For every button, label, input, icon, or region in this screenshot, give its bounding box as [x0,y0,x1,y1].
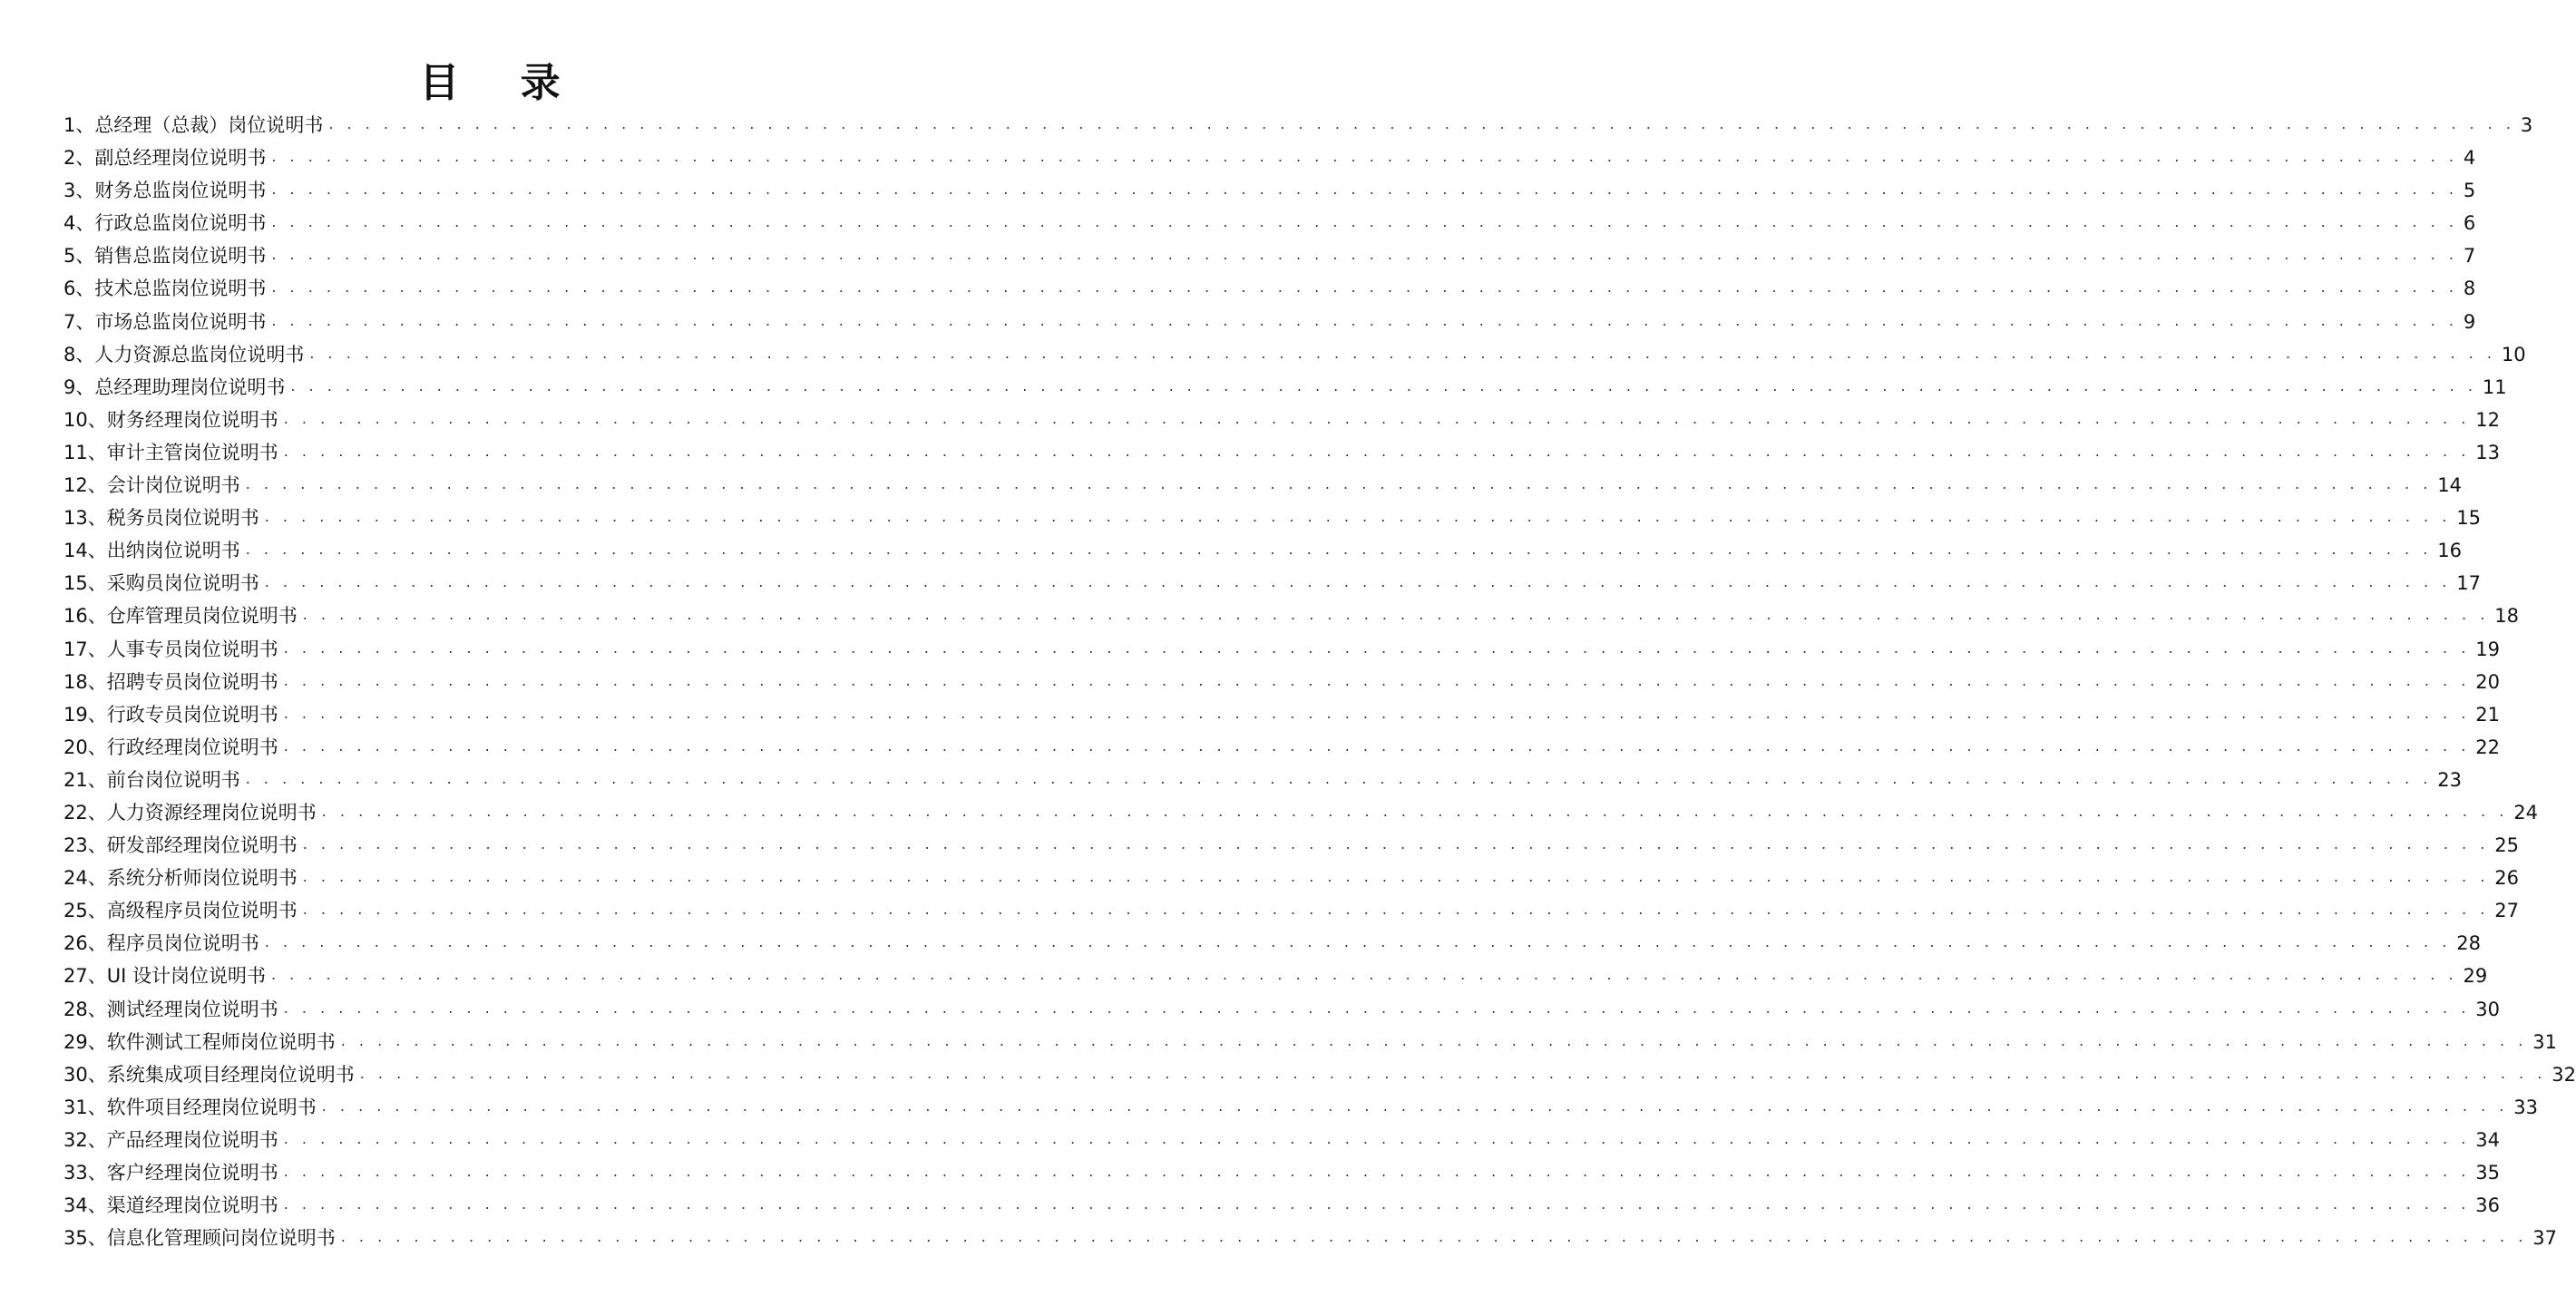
toc-entry[interactable] [63,371,2507,404]
toc-dot-leader: . . . . . . . . . . . . . . . . . . . . . . . . . . . . . . . . . . . . . . . . . . . . . . . . . . . . . . . . . . . . . . . . . . . . . . . . . . . . . . . . . . . . . . . . . . . . . . . . . . . . . . . . . . . . . . . . . . . . . . . . [264,933,2452,951]
toc-entry[interactable] [63,993,2501,1026]
toc-entry-page-number: 20 [2475,670,2501,693]
toc-entry-page-number: 13 [2475,441,2501,463]
toc-entry-label: 19、行政专员岗位说明书 [63,703,278,726]
toc-entry[interactable] [63,796,2539,829]
toc-entry-page-number: 23 [2437,768,2463,791]
toc-dot-leader: . . . . . . . . . . . . . . . . . . . . . . . . . . . . . . . . . . . . . . . . . . . . . . . . . . . . . . . . . . . . . . . . . . . . . . . . . . . . . . . . . . . . . . . . . . . . . . . . . . . . . . . . . . . . . . . . . . . . . . . . [283,1129,2471,1147]
toc-entry[interactable] [63,960,2488,992]
toc-entry[interactable] [63,338,2526,371]
toc-entry[interactable] [63,207,2476,239]
toc-entry-label: 28、测试经理岗位说明书 [63,998,278,1020]
toc-dot-leader: . . . . . . . . . . . . . . . . . . . . . . . . . . . . . . . . . . . . . . . . . . . . . . . . . . . . . . . . . . . . . . . . . . . . . . . . . . . . . . . . . . . . . . . . . . . . . . . . . . . . . . . . . . . . . . . . . . . . . . . . [309,344,2496,362]
table-of-contents [63,109,2576,1254]
toc-entry[interactable] [63,567,2482,599]
toc-dot-leader: . . . . . . . . . . . . . . . . . . . . . . . . . . . . . . . . . . . . . . . . . . . . . . . . . . . . . . . . . . . . . . . . . . . . . . . . . . . . . . . . . . . . . . . . . . . . . . . . . . . . . . . . . . . . . . . . . . . . . . . . [270,966,2458,984]
toc-dot-leader: . . . . . . . . . . . . . . . . . . . . . . . . . . . . . . . . . . . . . . . . . . . . . . . . . . . . . . . . . . . . . . . . . . . . . . . . . . . . . . . . . . . . . . . . . . . . . . . . . . . . . . . . . . . . . . . . . . . . . . . . [321,802,2509,820]
toc-dot-leader: . . . . . . . . . . . . . . . . . . . . . . . . . . . . . . . . . . . . . . . . . . . . . . . . . . . . . . . . . . . . . . . . . . . . . . . . . . . . . . . . . . . . . . . . . . . . . . . . . . . . . . . . . . . . . . . . . . . . . . . . [264,508,2452,526]
toc-entry-page-number: 33 [2513,1096,2539,1118]
toc-entry-page-number: 32 [2552,1063,2576,1086]
toc-entry-page-number: 22 [2475,736,2501,758]
toc-entry[interactable] [63,927,2482,960]
toc-dot-leader: . . . . . . . . . . . . . . . . . . . . . . . . . . . . . . . . . . . . . . . . . . . . . . . . . . . . . . . . . . . . . . . . . . . . . . . . . . . . . . . . . . . . . . . . . . . . . . . . . . . . . . . . . . . . . . . . . . . . . . . . [302,868,2490,886]
toc-entry-label: 4、行政总监岗位说明书 [63,212,267,235]
toc-entry[interactable] [63,1058,2576,1091]
toc-entry-page-number: 35 [2475,1162,2501,1184]
toc-entry-label: 25、高级程序员岗位说明书 [63,900,298,922]
toc-entry-label: 15、采购员岗位说明书 [63,572,259,595]
toc-entry[interactable] [63,534,2463,567]
toc-entry[interactable] [63,306,2476,338]
toc-entry-label: 14、出纳岗位说明书 [63,540,240,562]
toc-entry-label: 30、系统集成项目经理岗位说明书 [63,1063,355,1086]
toc-entry-label: 6、技术总监岗位说明书 [63,278,267,300]
toc-entry-label: 11、审计主管岗位说明书 [63,441,278,463]
toc-entry-page-number: 8 [2463,278,2476,300]
toc-dot-leader: . . . . . . . . . . . . . . . . . . . . . . . . . . . . . . . . . . . . . . . . . . . . . . . . . . . . . . . . . . . . . . . . . . . . . . . . . . . . . . . . . . . . . . . . . . . . . . . . . . . . . . . . . . . . . . . . . . . . . . . . [302,606,2490,624]
toc-entry[interactable] [63,633,2501,666]
toc-dot-leader: . . . . . . . . . . . . . . . . . . . . . . . . . . . . . . . . . . . . . . . . . . . . . . . . . . . . . . . . . . . . . . . . . . . . . . . . . . . . . . . . . . . . . . . . . . . . . . . . . . . . . . . . . . . . . . . . . . . . . . . . [245,475,2433,493]
toc-entry-label: 26、程序员岗位说明书 [63,932,259,955]
toc-entry-label: 33、客户经理岗位说明书 [63,1162,278,1184]
toc-dot-leader: . . . . . . . . . . . . . . . . . . . . . . . . . . . . . . . . . . . . . . . . . . . . . . . . . . . . . . . . . . . . . . . . . . . . . . . . . . . . . . . . . . . . . . . . . . . . . . . . . . . . . . . . . . . . . . . . . . . . . . . . [245,769,2433,787]
toc-dot-leader: . . . . . . . . . . . . . . . . . . . . . . . . . . . . . . . . . . . . . . . . . . . . . . . . . . . . . . . . . . . . . . . . . . . . . . . . . . . . . . . . . . . . . . . . . . . . . . . . . . . . . . . . . . . . . . . . . . . . . . . . [264,573,2452,591]
toc-entry-page-number: 9 [2463,310,2476,333]
toc-entry[interactable] [63,764,2463,796]
toc-entry-page-number: 14 [2437,474,2463,497]
toc-dot-leader: . . . . . . . . . . . . . . . . . . . . . . . . . . . . . . . . . . . . . . . . . . . . . . . . . . . . . . . . . . . . . . . . . . . . . . . . . . . . . . . . . . . . . . . . . . . . . . . . . . . . . . . . . . . . . . . . . . . . . . . . [283,1195,2471,1213]
toc-entry-label: 12、会计岗位说明书 [63,474,240,497]
toc-entry-page-number: 36 [2475,1194,2501,1217]
toc-entry-label: 13、税务员岗位说明书 [63,507,259,530]
toc-dot-leader: . . . . . . . . . . . . . . . . . . . . . . . . . . . . . . . . . . . . . . . . . . . . . . . . . . . . . . . . . . . . . . . . . . . . . . . . . . . . . . . . . . . . . . . . . . . . . . . . . . . . . . . . . . . . . . . . . . . . . . . . [283,442,2471,460]
toc-entry-label: 7、市场总监岗位说明书 [63,310,267,333]
toc-entry-page-number: 29 [2463,965,2488,988]
toc-entry-label: 20、行政经理岗位说明书 [63,736,278,758]
toc-entry[interactable] [63,1189,2501,1222]
toc-dot-leader: . . . . . . . . . . . . . . . . . . . . . . . . . . . . . . . . . . . . . . . . . . . . . . . . . . . . . . . . . . . . . . . . . . . . . . . . . . . . . . . . . . . . . . . . . . . . . . . . . . . . . . . . . . . . . . . . . . . . . . . . [245,541,2433,559]
toc-entry-label: 8、人力资源总监岗位说明书 [63,343,305,365]
toc-entry-page-number: 12 [2475,408,2501,431]
toc-entry-page-number: 25 [2494,834,2520,857]
toc-entry-page-number: 37 [2532,1227,2558,1250]
toc-dot-leader: . . . . . . . . . . . . . . . . . . . . . . . . . . . . . . . . . . . . . . . . . . . . . . . . . . . . . . . . . . . . . . . . . . . . . . . . . . . . . . . . . . . . . . . . . . . . . . . . . . . . . . . . . . . . . . . . . . . . . . . . [359,1064,2547,1082]
toc-entry-page-number: 7 [2463,245,2476,268]
toc-entry-label: 24、系统分析师岗位说明书 [63,867,298,890]
toc-dot-leader: . . . . . . . . . . . . . . . . . . . . . . . . . . . . . . . . . . . . . . . . . . . . . . . . . . . . . . . . . . . . . . . . . . . . . . . . . . . . . . . . . . . . . . . . . . . . . . . . . . . . . . . . . . . . . . . . . . . . . . . . [271,311,2458,329]
toc-entry-page-number: 34 [2475,1128,2501,1151]
toc-dot-leader: . . . . . . . . . . . . . . . . . . . . . . . . . . . . . . . . . . . . . . . . . . . . . . . . . . . . . . . . . . . . . . . . . . . . . . . . . . . . . . . . . . . . . . . . . . . . . . . . . . . . . . . . . . . . . . . . . . . . . . . . [321,1096,2509,1115]
toc-entry-label: 22、人力资源经理岗位说明书 [63,801,317,824]
toc-entry-page-number: 30 [2475,998,2501,1020]
toc-entry-page-number: 28 [2456,932,2482,955]
toc-dot-leader: . . . . . . . . . . . . . . . . . . . . . . . . . . . . . . . . . . . . . . . . . . . . . . . . . . . . . . . . . . . . . . . . . . . . . . . . . . . . . . . . . . . . . . . . . . . . . . . . . . . . . . . . . . . . . . . . . . . . . . . . [283,671,2471,689]
toc-entry[interactable] [63,862,2520,894]
toc-dot-leader: . . . . . . . . . . . . . . . . . . . . . . . . . . . . . . . . . . . . . . . . . . . . . . . . . . . . . . . . . . . . . . . . . . . . . . . . . . . . . . . . . . . . . . . . . . . . . . . . . . . . . . . . . . . . . . . . . . . . . . . . [340,1228,2528,1246]
toc-dot-leader: . . . . . . . . . . . . . . . . . . . . . . . . . . . . . . . . . . . . . . . . . . . . . . . . . . . . . . . . . . . . . . . . . . . . . . . . . . . . . . . . . . . . . . . . . . . . . . . . . . . . . . . . . . . . . . . . . . . . . . . . [283,999,2471,1017]
toc-entry-label: 5、销售总监岗位说明书 [63,245,267,268]
toc-entry[interactable] [63,272,2476,305]
toc-dot-leader: . . . . . . . . . . . . . . . . . . . . . . . . . . . . . . . . . . . . . . . . . . . . . . . . . . . . . . . . . . . . . . . . . . . . . . . . . . . . . . . . . . . . . . . . . . . . . . . . . . . . . . . . . . . . . . . . . . . . . . . . [283,704,2471,722]
toc-dot-leader: . . . . . . . . . . . . . . . . . . . . . . . . . . . . . . . . . . . . . . . . . . . . . . . . . . . . . . . . . . . . . . . . . . . . . . . . . . . . . . . . . . . . . . . . . . . . . . . . . . . . . . . . . . . . . . . . . . . . . . . . [290,376,2477,395]
toc-entry[interactable] [63,829,2520,862]
toc-dot-leader: . . . . . . . . . . . . . . . . . . . . . . . . . . . . . . . . . . . . . . . . . . . . . . . . . . . . . . . . . . . . . . . . . . . . . . . . . . . . . . . . . . . . . . . . . . . . . . . . . . . . . . . . . . . . . . . . . . . . . . . . [283,1163,2471,1180]
toc-title: 目 录 [419,60,584,106]
toc-entry-page-number: 10 [2501,343,2526,365]
toc-entry[interactable] [63,731,2501,764]
toc-entry-label: 21、前台岗位说明书 [63,768,240,791]
toc-entry[interactable] [63,469,2463,502]
toc-entry-page-number: 26 [2494,867,2520,890]
toc-entry[interactable] [63,404,2501,436]
toc-entry-page-number: 24 [2513,801,2539,824]
toc-entry-page-number: 15 [2456,507,2482,530]
toc-entry-page-number: 31 [2532,1030,2558,1053]
toc-entry-label: 3、财务总监岗位说明书 [63,180,267,202]
toc-entry[interactable] [63,1222,2558,1254]
toc-dot-leader: . . . . . . . . . . . . . . . . . . . . . . . . . . . . . . . . . . . . . . . . . . . . . . . . . . . . . . . . . . . . . . . . . . . . . . . . . . . . . . . . . . . . . . . . . . . . . . . . . . . . . . . . . . . . . . . . . . . . . . . . [271,148,2458,166]
toc-entry-label: 1、总经理（总裁）岗位说明书 [63,114,324,136]
toc-entry-page-number: 5 [2463,180,2476,202]
toc-entry[interactable] [63,109,2533,141]
toc-entry-label: 23、研发部经理岗位说明书 [63,834,298,857]
toc-entry[interactable] [63,239,2476,272]
toc-entry[interactable] [63,894,2520,927]
toc-dot-leader: . . . . . . . . . . . . . . . . . . . . . . . . . . . . . . . . . . . . . . . . . . . . . . . . . . . . . . . . . . . . . . . . . . . . . . . . . . . . . . . . . . . . . . . . . . . . . . . . . . . . . . . . . . . . . . . . . . . . . . . . [271,278,2458,297]
toc-dot-leader: . . . . . . . . . . . . . . . . . . . . . . . . . . . . . . . . . . . . . . . . . . . . . . . . . . . . . . . . . . . . . . . . . . . . . . . . . . . . . . . . . . . . . . . . . . . . . . . . . . . . . . . . . . . . . . . . . . . . . . . . [271,180,2458,199]
toc-entry-label: 29、软件测试工程师岗位说明书 [63,1030,336,1053]
toc-entry-page-number: 19 [2475,638,2501,660]
toc-entry-page-number: 18 [2494,605,2520,628]
toc-entry[interactable] [63,666,2501,698]
toc-entry[interactable] [63,1156,2501,1189]
toc-entry[interactable] [63,1026,2558,1058]
toc-entry[interactable] [63,599,2520,632]
toc-entry-page-number: 17 [2456,572,2482,595]
toc-dot-leader: . . . . . . . . . . . . . . . . . . . . . . . . . . . . . . . . . . . . . . . . . . . . . . . . . . . . . . . . . . . . . . . . . . . . . . . . . . . . . . . . . . . . . . . . . . . . . . . . . . . . . . . . . . . . . . . . . . . . . . . . [283,409,2471,427]
toc-entry-label: 35、信息化管理顾问岗位说明书 [63,1227,336,1250]
toc-entry-label: 10、财务经理岗位说明书 [63,408,278,431]
toc-entry-label: 9、总经理助理岗位说明书 [63,375,286,398]
toc-entry-page-number: 21 [2475,703,2501,726]
toc-dot-leader: . . . . . . . . . . . . . . . . . . . . . . . . . . . . . . . . . . . . . . . . . . . . . . . . . . . . . . . . . . . . . . . . . . . . . . . . . . . . . . . . . . . . . . . . . . . . . . . . . . . . . . . . . . . . . . . . . . . . . . . . [271,246,2458,264]
toc-entry[interactable] [63,698,2501,731]
toc-entry-page-number: 3 [2520,114,2533,136]
toc-entry-label: 17、人事专员岗位说明书 [63,638,278,660]
toc-entry-page-number: 6 [2463,212,2476,235]
toc-entry-label: 16、仓库管理员岗位说明书 [63,605,298,628]
toc-dot-leader: . . . . . . . . . . . . . . . . . . . . . . . . . . . . . . . . . . . . . . . . . . . . . . . . . . . . . . . . . . . . . . . . . . . . . . . . . . . . . . . . . . . . . . . . . . . . . . . . . . . . . . . . . . . . . . . . . . . . . . . . [283,638,2471,657]
toc-entry-page-number: 11 [2482,375,2507,398]
toc-entry[interactable] [63,174,2476,207]
toc-entry[interactable] [63,502,2482,534]
toc-entry-label: 27、UI 设计岗位说明书 [63,965,266,988]
toc-entry[interactable] [63,1091,2539,1124]
toc-dot-leader: . . . . . . . . . . . . . . . . . . . . . . . . . . . . . . . . . . . . . . . . . . . . . . . . . . . . . . . . . . . . . . . . . . . . . . . . . . . . . . . . . . . . . . . . . . . . . . . . . . . . . . . . . . . . . . . . . . . . . . . . [302,901,2490,919]
toc-entry[interactable] [63,1124,2501,1156]
toc-entry-label: 34、渠道经理岗位说明书 [63,1194,278,1217]
toc-entry-label: 2、副总经理岗位说明书 [63,147,267,170]
toc-entry-label: 32、产品经理岗位说明书 [63,1128,278,1151]
toc-entry-label: 18、招聘专员岗位说明书 [63,670,278,693]
toc-entry-page-number: 4 [2463,147,2476,170]
toc-dot-leader: . . . . . . . . . . . . . . . . . . . . . . . . . . . . . . . . . . . . . . . . . . . . . . . . . . . . . . . . . . . . . . . . . . . . . . . . . . . . . . . . . . . . . . . . . . . . . . . . . . . . . . . . . . . . . . . . . . . . . . . . [302,835,2490,853]
toc-dot-leader: . . . . . . . . . . . . . . . . . . . . . . . . . . . . . . . . . . . . . . . . . . . . . . . . . . . . . . . . . . . . . . . . . . . . . . . . . . . . . . . . . . . . . . . . . . . . . . . . . . . . . . . . . . . . . . . . . . . . . . . . [340,1031,2528,1049]
toc-entry-label: 31、软件项目经理岗位说明书 [63,1096,317,1118]
toc-entry-page-number: 16 [2437,540,2463,562]
toc-dot-leader: . . . . . . . . . . . . . . . . . . . . . . . . . . . . . . . . . . . . . . . . . . . . . . . . . . . . . . . . . . . . . . . . . . . . . . . . . . . . . . . . . . . . . . . . . . . . . . . . . . . . . . . . . . . . . . . . . . . . . . . . [283,736,2471,755]
toc-entry[interactable] [63,141,2476,174]
toc-dot-leader: . . . . . . . . . . . . . . . . . . . . . . . . . . . . . . . . . . . . . . . . . . . . . . . . . . . . . . . . . . . . . . . . . . . . . . . . . . . . . . . . . . . . . . . . . . . . . . . . . . . . . . . . . . . . . . . . . . . . . . . . [271,213,2458,231]
toc-entry-page-number: 27 [2494,900,2520,922]
toc-entry[interactable] [63,436,2501,469]
toc-dot-leader: . . . . . . . . . . . . . . . . . . . . . . . . . . . . . . . . . . . . . . . . . . . . . . . . . . . . . . . . . . . . . . . . . . . . . . . . . . . . . . . . . . . . . . . . . . . . . . . . . . . . . . . . . . . . . . . . . . . . . . . . [328,115,2515,132]
